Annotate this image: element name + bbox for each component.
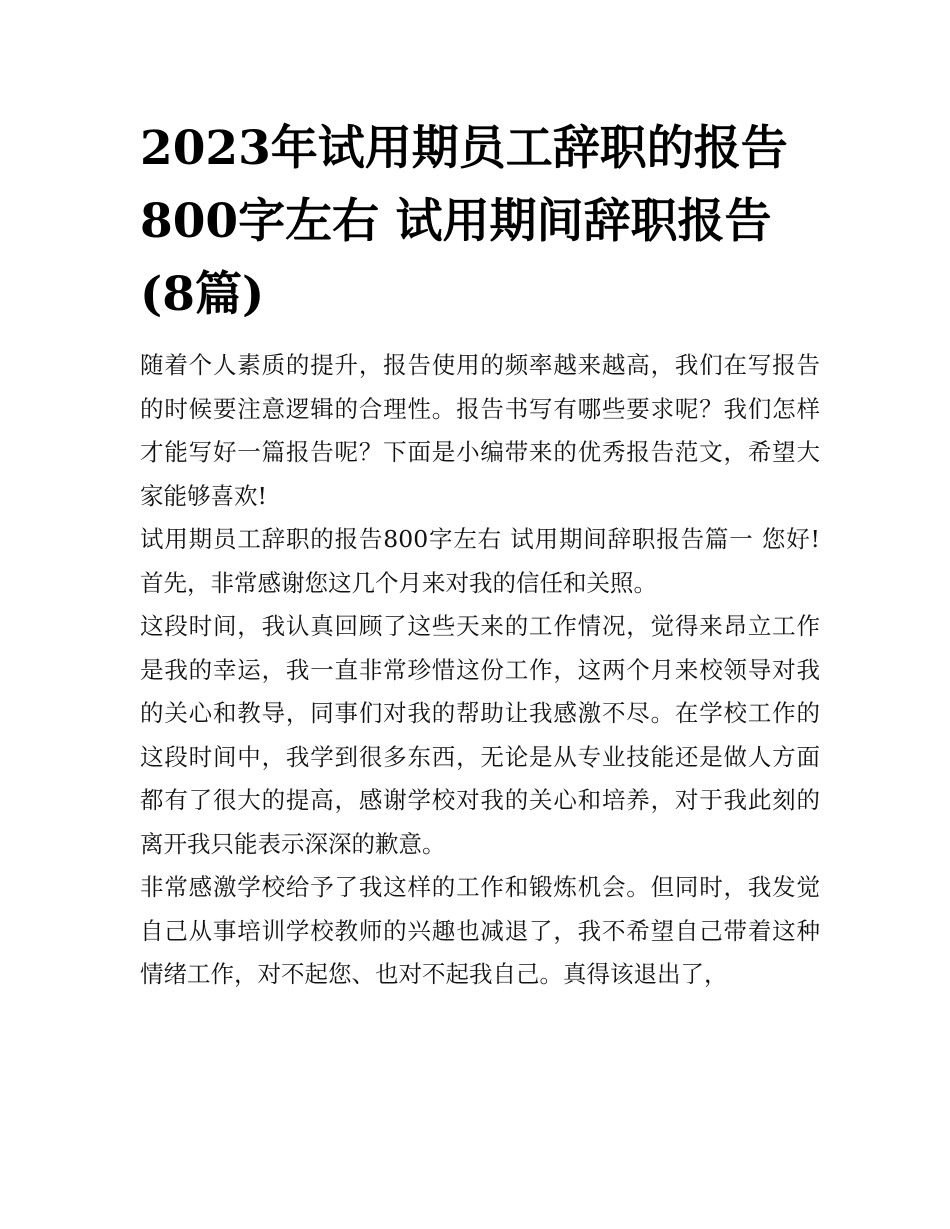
document-page xyxy=(140,112,820,997)
document-title: 2023年试用期员工辞职的报告800字左右 试用期间辞职报告(8篇) xyxy=(140,121,788,322)
paragraph-intro: 随着个人素质的提升，报告使用的频率越来越高，我们在写报告的时候要注意逻辑的合理性。报告书写有哪些要求呢？我们怎样才能写好一篇报告呢？下面是小编带来的优秀报告范文，希望大家能够喜欢! xyxy=(140,351,820,510)
paragraph-reason: 非常感激学校给予了我这样的工作和锻炼机会。但同时，我发觉自己从事培训学校教师的兴趣也减退了，我不希望自己带着这种情绪工作，对不起您、也对不起我自己。真得该退出了， xyxy=(140,873,820,988)
paragraph-greeting: 试用期员工辞职的报告800字左右 试用期间辞职报告篇一 您好! 首先，非常感谢您这几个月来对我的信任和关照。 xyxy=(140,525,820,597)
paragraph-reflection: 这段时间，我认真回顾了这些天来的工作情况，觉得来昂立工作是我的幸运，我一直非常珍惜这份工作，这两个月来校领导对我的关心和教导，同事们对我的帮助让我感激不尽。在学校工作的这段时间中，我学到很多东西，无论是从专业技能还是做人方面都有了很大的提高，感谢学校对我的关心和培养，对于我此刻的离开我只能表示深深的歉意。 xyxy=(140,612,820,858)
